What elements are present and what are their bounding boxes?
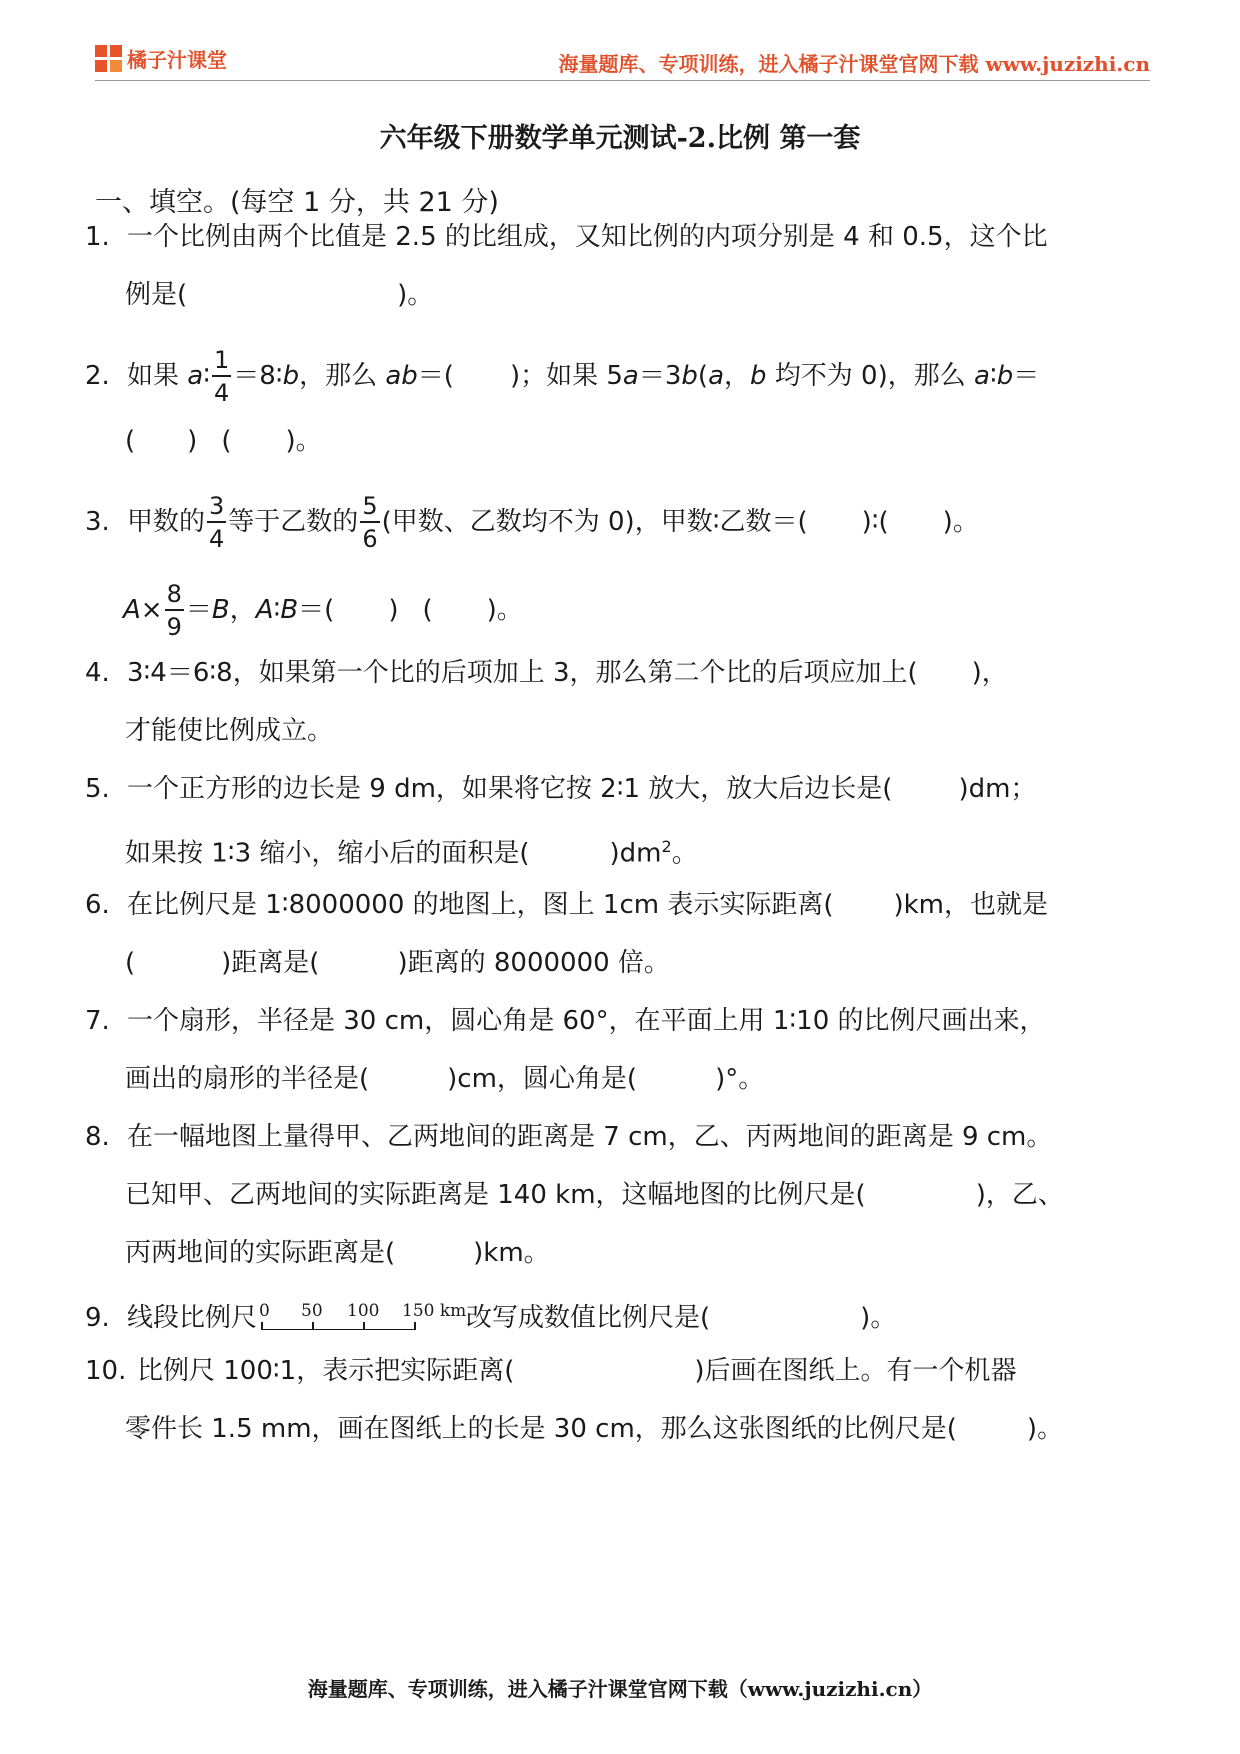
- variable: B: [280, 595, 299, 625]
- question-1-line-1: [85, 220, 1048, 254]
- question-4-line-2: 才能使比例成立。: [125, 716, 334, 746]
- question-text: 零件长 1.5 mm，画在图纸上的长是 30 cm，那么这张图纸的比例尺是(: [125, 1414, 957, 1444]
- variable: a: [708, 361, 724, 391]
- question-text: )。: [942, 507, 979, 537]
- question-text: 在一幅地图上量得甲、乙两地间的距离是 7 cm，乙、丙两地间的距离是 9 cm。: [127, 1122, 1053, 1152]
- section-heading: 一、填空。(每空 1 分，共 21 分): [95, 187, 499, 218]
- brand-logo: [95, 44, 227, 73]
- question-text: ＝: [185, 595, 212, 625]
- variable: a: [187, 361, 204, 391]
- question-text: ): [388, 595, 399, 625]
- question-text: 等于乙数的: [228, 507, 359, 537]
- question-2-line-2: [125, 424, 322, 458]
- question-text: 如果: [127, 361, 188, 391]
- question-text: 一个比例由两个比值是 2.5 的比组成，又知比例的内项分别是 4 和 0.5，这个比: [127, 222, 1048, 252]
- question-number: 3.: [85, 507, 110, 537]
- question-text: )dm: [609, 838, 662, 869]
- question-text: 3∶4＝6∶8，如果第一个比的后项加上 3，那么第二个比的后项应加上(: [127, 658, 918, 688]
- scale-label: 100: [347, 1301, 380, 1321]
- question-10-line-1: [85, 1354, 1017, 1388]
- question-text: ，: [724, 361, 751, 391]
- scale-label: 50: [301, 1301, 323, 1321]
- question-text: )km。: [473, 1238, 550, 1268]
- question-text: 甲数的: [127, 507, 206, 537]
- question-text: )后画在图纸上。有一个机器: [694, 1356, 1017, 1386]
- question-text: )km，也就是: [893, 890, 1049, 920]
- fraction-denominator: 6: [362, 525, 378, 553]
- fraction-denominator: 9: [166, 613, 182, 641]
- question-number: 4.: [85, 658, 110, 688]
- fraction: [212, 348, 231, 405]
- question-text: 一个扇形，半径是 30 cm，圆心角是 60°，在平面上用 1∶10 的比例尺画出来，: [127, 1006, 1046, 1036]
- question-number: 10.: [85, 1356, 127, 1386]
- page-title: 六年级下册数学单元测试-2.比例 第一套: [379, 123, 861, 154]
- question-number: 6.: [85, 890, 110, 920]
- question-number: 2.: [85, 361, 110, 391]
- question-number: 7.: [85, 1006, 110, 1036]
- question-6-line-2: [125, 946, 670, 980]
- fraction-denominator: 4: [209, 525, 225, 553]
- question-text: )。: [1026, 1414, 1064, 1444]
- question-text: (: [221, 426, 232, 456]
- question-9-line-1: [85, 1296, 896, 1336]
- fraction-numerator: 1: [212, 348, 231, 377]
- question-5-line-1: [85, 772, 1036, 806]
- question-text: )dm；: [958, 774, 1037, 804]
- question-text: )。: [285, 426, 322, 456]
- scale-label: 0: [259, 1301, 270, 1321]
- question-text: (: [125, 948, 136, 978]
- superscript: 2: [661, 837, 672, 856]
- question-number: 1.: [85, 222, 110, 252]
- question-text: 已知甲、乙两地间的实际距离是 140 km，这幅地图的比例尺是(: [125, 1180, 866, 1210]
- logo-icon: [95, 45, 123, 73]
- question-text: )。: [397, 280, 434, 310]
- question-text: ，那么: [299, 361, 386, 391]
- question-8-line-1: [85, 1120, 1052, 1154]
- header-slogan: 海量题库、专项训练，进入橘子汁课堂官网下载 www.juzizhi.cn: [558, 52, 1150, 76]
- fraction: [360, 494, 379, 551]
- fraction-numerator: 3: [207, 494, 226, 523]
- question-text: )∶(: [861, 507, 889, 537]
- variable: b: [996, 361, 1014, 391]
- fraction: [165, 582, 184, 639]
- question-text: 画出的扇形的半径是(: [125, 1064, 370, 1094]
- variable: b: [681, 361, 698, 391]
- question-text: ∶: [273, 595, 281, 625]
- line-scale-bar: [259, 1296, 467, 1336]
- question-text: ∶: [989, 361, 997, 391]
- question-text: (: [125, 426, 136, 456]
- variable: b: [750, 361, 767, 391]
- question-6-line-1: [85, 888, 1048, 922]
- question-3-line-2: [123, 582, 523, 639]
- question-text: 在比例尺是 1∶8000000 的地图上，图上 1cm 表示实际距离(: [127, 890, 834, 920]
- variable: a: [974, 361, 990, 391]
- scale-tick: [363, 1322, 365, 1330]
- question-text: ＝: [1013, 361, 1040, 391]
- question-number: 9.: [85, 1303, 110, 1333]
- variable: a: [622, 361, 639, 391]
- question-10-line-2: [125, 1412, 1063, 1446]
- question-text: 改写成数值比例尺是(: [466, 1303, 711, 1333]
- question-3-line-1: [85, 494, 979, 551]
- question-text: 例是(: [125, 280, 188, 310]
- question-text: ＝3: [638, 361, 682, 391]
- question-text: 一个正方形的边长是 9 dm，如果将它按 2∶1 放大，放大后边长是(: [127, 774, 893, 804]
- question-number: 8.: [85, 1122, 110, 1152]
- question-5-line-2: [125, 830, 698, 871]
- scale-tick: [414, 1322, 416, 1330]
- question-2-line-1: [85, 348, 1039, 405]
- page-footer: 海量题库、专项训练，进入橘子汁课堂官网下载（www.juzizhi.cn）: [307, 1677, 933, 1701]
- variable: B: [211, 595, 230, 625]
- question-text: (: [422, 595, 433, 625]
- question-number: 5.: [85, 774, 110, 804]
- question-text: )，: [971, 658, 1008, 688]
- question-text: 线段比例尺: [127, 1303, 258, 1333]
- question-text: ＝(: [298, 595, 335, 625]
- fraction-numerator: 5: [360, 494, 379, 523]
- question-8-line-3: [125, 1236, 550, 1270]
- question-text: 比例尺 100∶1，表示把实际距离(: [137, 1356, 515, 1386]
- question-text: )；如果 5: [509, 361, 623, 391]
- question-text: )。: [486, 595, 523, 625]
- question-text: )。: [860, 1303, 897, 1333]
- question-text: )，乙、: [975, 1180, 1064, 1210]
- question-text: )°。: [715, 1064, 765, 1094]
- question-text: )距离的 8000000 倍。: [397, 948, 670, 978]
- variable: A: [123, 595, 141, 625]
- scale-tick: [312, 1322, 314, 1330]
- variable: A: [255, 595, 274, 625]
- question-text: 。: [671, 838, 698, 869]
- question-7-line-1: [85, 1004, 1046, 1038]
- question-text: 均不为 0)，那么: [766, 361, 975, 391]
- page-header: [95, 38, 1150, 81]
- question-text: ＝(: [417, 361, 454, 391]
- scale-line: [261, 1329, 414, 1330]
- question-8-line-2: [125, 1178, 1064, 1212]
- question-7-line-2: [125, 1062, 764, 1096]
- fraction-denominator: 4: [213, 379, 230, 407]
- logo-text: 橘子汁课堂: [127, 48, 227, 72]
- question-text: ): [187, 426, 198, 456]
- variable: b: [282, 361, 300, 391]
- question-text: 丙两地间的实际距离是(: [125, 1238, 396, 1268]
- question-text: ∶: [203, 361, 210, 391]
- scale-label: 150 km: [402, 1301, 467, 1321]
- scale-tick: [261, 1322, 263, 1330]
- question-text: ，: [229, 595, 256, 625]
- question-text: )距离是(: [221, 948, 320, 978]
- question-4-line-1: [85, 656, 1008, 690]
- question-text: ×: [140, 595, 163, 625]
- question-1-line-2: [125, 278, 433, 312]
- question-text: )cm，圆心角是(: [447, 1064, 638, 1094]
- fraction: [207, 494, 226, 551]
- variable: ab: [385, 361, 418, 391]
- question-text: (: [697, 361, 709, 391]
- fraction-numerator: 8: [165, 582, 184, 611]
- question-text: ＝8∶: [233, 361, 283, 391]
- question-text: (甲数、乙数均不为 0)，甲数∶乙数＝(: [381, 507, 808, 537]
- question-text: 如果按 1∶3 缩小，缩小后的面积是(: [125, 838, 530, 869]
